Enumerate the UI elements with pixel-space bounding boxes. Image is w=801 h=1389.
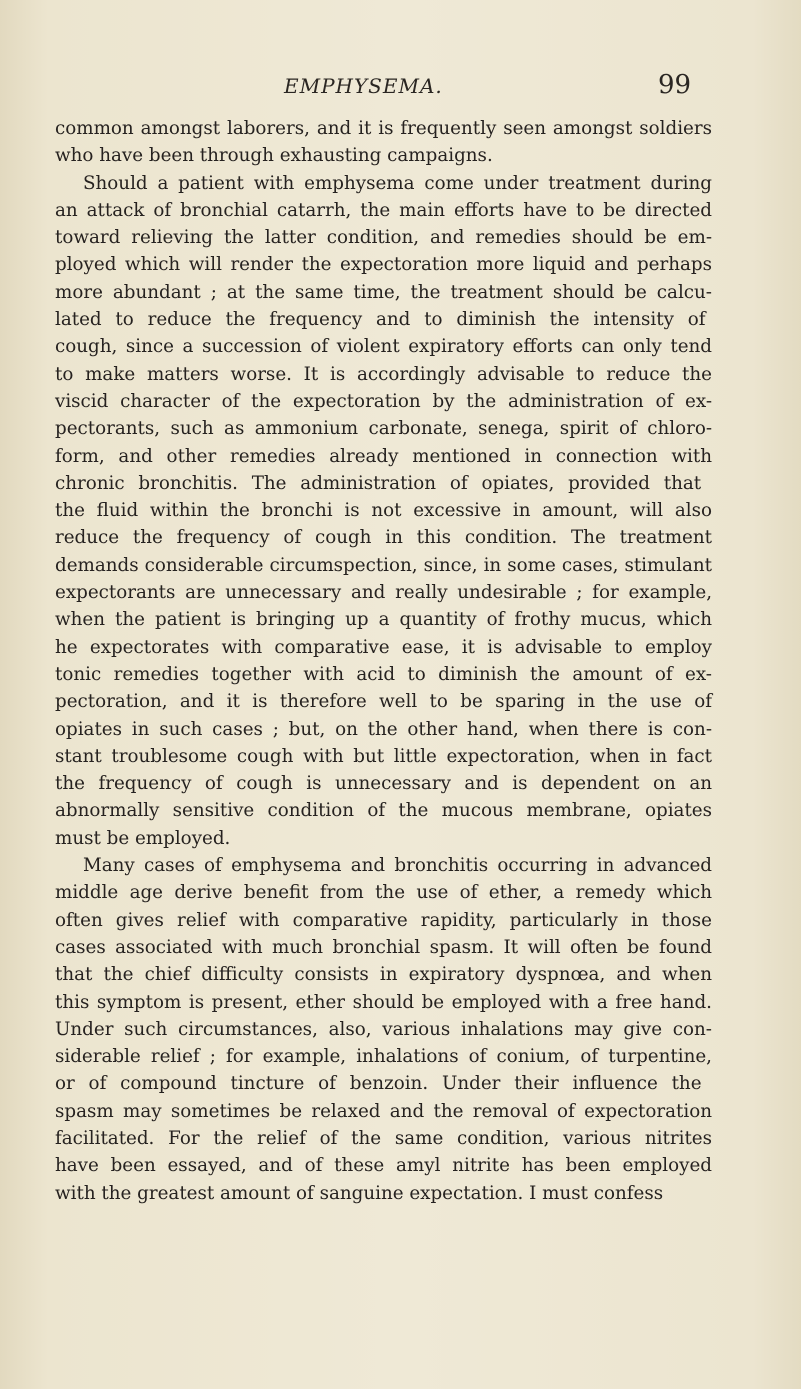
running-title: EMPHYSEMA. — [284, 74, 443, 98]
text-line: cough, since a succession of violent expiratory efforts can only tend — [55, 336, 712, 358]
text-line: cases associated with much bronchial spasm. It will often be found — [55, 936, 712, 958]
body-text — [55, 115, 712, 1207]
text-line: viscid character of the expectoration by the administration of ex- — [55, 390, 712, 412]
text-line: demands considerable circumspection, since, in some cases, stimulant — [55, 554, 712, 576]
text-line: an attack of bronchial catarrh, the main efforts have to be directed — [55, 199, 712, 221]
paragraph-start-line: Many cases of emphysema and bronchitis occurring in advanced — [83, 855, 712, 877]
text-line: form, and other remedies already mentioned in connection with — [55, 445, 712, 467]
page-number: 99 — [658, 70, 692, 100]
paragraph-start-line: Should a patient with emphysema come under treatment during — [83, 172, 712, 194]
text-line: reduce the frequency of cough in this condition. The treatment — [55, 527, 712, 549]
text-line: the fluid within the bronchi is not excessive in amount, will also — [55, 500, 712, 522]
text-line: Under such circumstances, also, various inhalations may give con- — [55, 1018, 712, 1040]
text-line: who have been through exhausting campaigns. — [55, 145, 493, 167]
text-line: to make matters worse. It is accordingly advisable to reduce the — [55, 363, 712, 385]
text-line: have been essayed, and of these amyl nitrite has been employed — [55, 1155, 712, 1177]
text-line: must be employed. — [55, 827, 231, 849]
text-line: often gives relief with comparative rapidity, particularly in those — [55, 909, 712, 931]
text-line: toward relieving the latter condition, and remedies should be em- — [55, 227, 712, 249]
text-line: abnormally sensitive condition of the mucous membrane, opiates — [55, 800, 712, 822]
page-header — [0, 68, 801, 104]
text-line: siderable relief ; for example, inhalations of conium, of turpentine, — [55, 1046, 712, 1068]
text-line: he expectorates with comparative ease, it is advisable to employ — [55, 636, 712, 658]
text-line: expectorants are unnecessary and really undesirable ; for example, — [55, 582, 712, 604]
text-line: when the patient is bringing up a quantity of frothy mucus, which — [55, 609, 712, 631]
text-line: stant troublesome cough with but little expectoration, when in fact — [55, 745, 712, 767]
text-line: with the greatest amount of sanguine expectation. I must confess — [55, 1182, 664, 1204]
text-line: tonic remedies together with acid to diminish the amount of ex- — [55, 663, 712, 685]
text-line: pectorants, such as ammonium carbonate, senega, spirit of chloro- — [55, 418, 712, 440]
text-line: that the chief difficulty consists in expiratory dyspnœa, and when — [55, 964, 712, 986]
text-line: chronic bronchitis. The administration of opiates, provided that — [55, 472, 702, 494]
text-line: lated to reduce the frequency and to diminish the intensity of — [55, 309, 706, 331]
text-line: the frequency of cough is unnecessary and is dependent on an — [55, 773, 712, 795]
text-line: more abundant ; at the same time, the treatment should be calcu- — [55, 281, 712, 303]
text-line: common amongst laborers, and it is frequently seen amongst soldiers — [55, 118, 712, 139]
text-line: or of compound tincture of benzoin. Under their influence the — [55, 1073, 702, 1095]
text-line: this symptom is present, ether should be employed with a free hand. — [55, 991, 712, 1013]
text-line: opiates in such cases ; but, on the other hand, when there is con- — [55, 718, 712, 740]
text-line: facilitated. For the relief of the same condition, various nitrites — [55, 1127, 712, 1149]
text-line: ployed which will render the expectoration more liquid and perhaps — [55, 254, 712, 276]
text-line: spasm may sometimes be relaxed and the removal of expectoration — [55, 1100, 712, 1122]
text-line: pectoration, and it is therefore well to be sparing in the use of — [55, 691, 712, 713]
text-line: middle age derive benefit from the use of ether, a remedy which — [55, 882, 712, 904]
